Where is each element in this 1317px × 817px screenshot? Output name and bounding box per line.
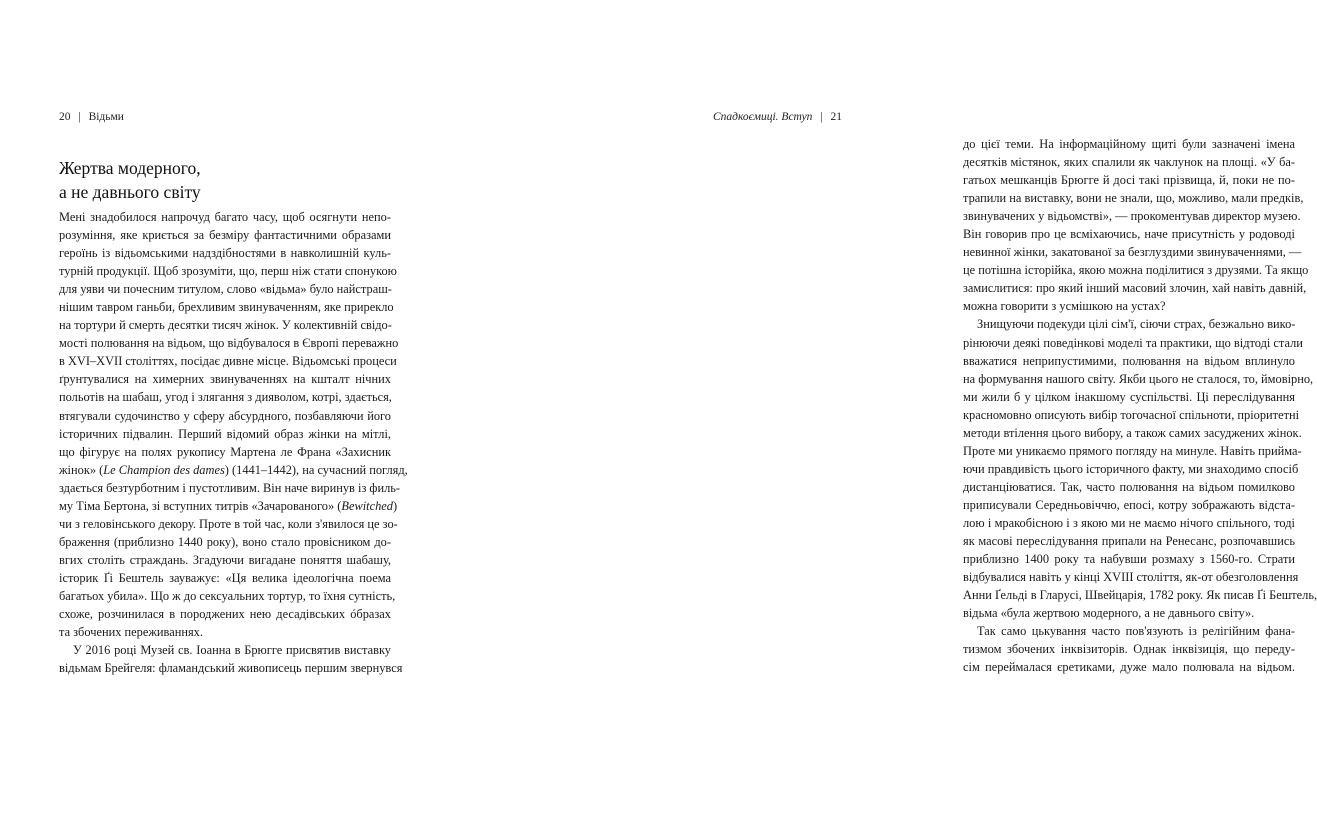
text-line: браження (приблизно 1440 року), воно стало провісником до- <box>59 534 391 549</box>
text-line: на тортури й смерть десятки тисяч жінок. У колективній свідо- <box>59 318 392 333</box>
text-line: героїнь із відьомськими надздібностями в навколишній куль- <box>59 246 391 261</box>
text-line: Знищуючи подекуди цілі сім'ї, сіючи страх, безжально вико- <box>977 317 1296 332</box>
text-line: рінюючи деякі поведінкові моделі та практики, що відтоді стали <box>963 335 1303 350</box>
text-line: чи з геловінського декору. Проте в той час, коли з'явилося це зо- <box>59 516 398 531</box>
text-line: відьмам Брейгеля: фламандський живописець першим звернувся <box>59 661 403 676</box>
running-head-title: Спадкоємиці. Вступ <box>712 111 813 123</box>
section-heading <box>59 156 399 204</box>
page-number: 21 <box>830 111 842 123</box>
running-head-separator: | <box>78 111 81 123</box>
text-line: здається безтурботним і пустотливим. Він наче виринув із филь- <box>59 480 401 495</box>
text-line: звинувачених у відьомстві», — прокоментував директор музею. <box>963 209 1301 224</box>
text-line: дистанціюватися. Так, часто полювання на відьом помилково <box>963 479 1295 494</box>
text-line: відбувалися навіть у кінці XVIII століття, як-от обезголовлення <box>963 570 1299 585</box>
text-line: Проте ми уникаємо прямого погляду на минуле. Навіть прийма- <box>963 443 1302 458</box>
text-line: десятків містянок, яких спалили як чаклунок на площі. «У ба- <box>963 155 1295 170</box>
text-line: нішим тавром ганьби, брехливим звинуваченням, яке прирекло <box>59 300 394 315</box>
text-line: трапили на виставку, вони не знали, що, можливо, мали предків, <box>963 191 1304 206</box>
text-line: У 2016 році Музей св. Іоанна в Брюгге присвятив виставку <box>73 643 391 658</box>
text-line: турній продукції. Щоб зрозуміти, що, перш ніж стати спонукою <box>59 264 397 279</box>
text-line: гатьох мешканців Брюгге й досі такі прізвища, й, поки не по- <box>963 173 1295 188</box>
right-body-text <box>963 135 1317 676</box>
left-body-text <box>59 208 408 677</box>
text-line: відьма «була жертвою модерного, а не давнього світу». <box>963 606 1255 621</box>
text-line: ючи правдивість цього історичного факту, ми знаходимо спосіб <box>963 461 1299 476</box>
text-line: вважатися неприпустимими, полювання на відьом вплинуло <box>963 353 1295 368</box>
text-line: та збочених переживаннях. <box>59 625 203 640</box>
text-line: лою і мракобісною і з якою ми не маємо нічого спільного, тоді <box>963 515 1295 530</box>
text-line: багатьох убила». Що ж до сексуальних тортур, то їхня сутність, <box>59 588 396 603</box>
text-line: жінок» (Le Champion des dames) (1441–1442), на сучасний погляд, <box>59 462 408 477</box>
text-line: красномовно описують вибір тогочасної спільноти, пріоритетні <box>963 407 1300 422</box>
text-line: схоже, розчинилася в породжених нею десадівських óбразах <box>59 607 391 622</box>
text-line: невинної жінки, закатованої за безглуздими звинуваченнями, — <box>963 245 1302 260</box>
text-line: історичних підвалин. Перший відомий образ жінки на мітлі, <box>59 426 391 441</box>
running-head-separator: | <box>820 111 823 123</box>
text-line: для уяви чи почесним титулом, слово «відьма» було найстраш- <box>59 282 392 297</box>
left-page <box>0 0 450 817</box>
text-line: Анни Ґельді в Гларусі, Швейцарія, 1782 року. Як писав Ґі Бештель, <box>963 588 1317 603</box>
text-line: польотів на шабаш, угод і злягання з дияволом, котрі, здається, <box>59 390 392 405</box>
running-head-title: Відьми <box>88 111 124 123</box>
text-line: мості полювання на відьом, що відбувалося в Європі переважно <box>59 336 399 351</box>
text-line: історик Ґі Бештель зауважує: «Ця велика ідеологічна поема <box>59 570 391 585</box>
text-line: як масові переслідування припали на Ренесанс, розпочавшись <box>963 534 1295 549</box>
text-line: тизмом збочених інквізиторів. Однак інквізиція, що переду- <box>963 642 1295 657</box>
text-line: це потішна історійка, якою можна поділитися з друзями. Та якщо <box>963 263 1309 278</box>
text-line: сім переймалася єретиками, дуже мало полювала на відьом. <box>963 660 1295 675</box>
text-line: замислитися: про який інший масовий злочин, хай навіть давній, <box>963 281 1307 296</box>
text-line: можна говорити з усмішкою на устах? <box>963 299 1166 314</box>
text-line: му Тіма Бертона, зі вступних титрів «Зачарованого» (Bewitched) <box>59 498 398 513</box>
text-line: приписували Середньовіччю, епосі, котру зображають відста- <box>963 497 1295 512</box>
text-line: на формування нашого світу. Якби цього не сталося, то, ймовірно, <box>963 371 1314 386</box>
text-line: методи втілення цього вибору, а також самих засуджених жінок. <box>963 425 1302 440</box>
text-line: ґрунтувалися на химерних звинуваченнях на кшталт нічних <box>59 372 391 387</box>
section-heading-line: а не давнього світу <box>59 182 201 202</box>
text-line: розуміння, яке криється за безміру фантастичними образами <box>59 228 391 243</box>
text-line: приблизно 1400 року та набувши розмаху з 1560-го. Страти <box>963 552 1295 567</box>
text-line: втягували судочинство у сферу абсурдного, позбавляючи його <box>59 408 391 423</box>
page-number: 20 <box>59 111 71 123</box>
text-line: що фігурує на полях рукопису Мартена ле Франа «Захисник <box>59 444 391 459</box>
text-line: вгих століть страждань. Згадуючи вигадане поняття шабашу, <box>59 552 391 567</box>
text-line: Мені знадобилося напрочуд багато часу, щоб осягнути непо- <box>59 210 391 224</box>
running-head-right <box>713 111 842 123</box>
text-line: Так само цькування часто пов'язують із релігійним фана- <box>977 624 1295 639</box>
text-line: Він говорив про це всміхаючись, наче присутність у родоводі <box>963 227 1295 242</box>
text-line: до цієї теми. На інформаційному щиті були зазначені імена <box>963 137 1295 151</box>
running-head-left <box>59 111 124 123</box>
section-heading-line: Жертва модерного, <box>59 158 201 178</box>
text-line: ми жили б у цілком інакшому суспільстві. Ці переслідування <box>963 389 1295 404</box>
text-line: в XVI–XVII століттях, посідає дивне місце. Відьомські процеси <box>59 354 397 369</box>
right-page <box>450 0 1317 817</box>
